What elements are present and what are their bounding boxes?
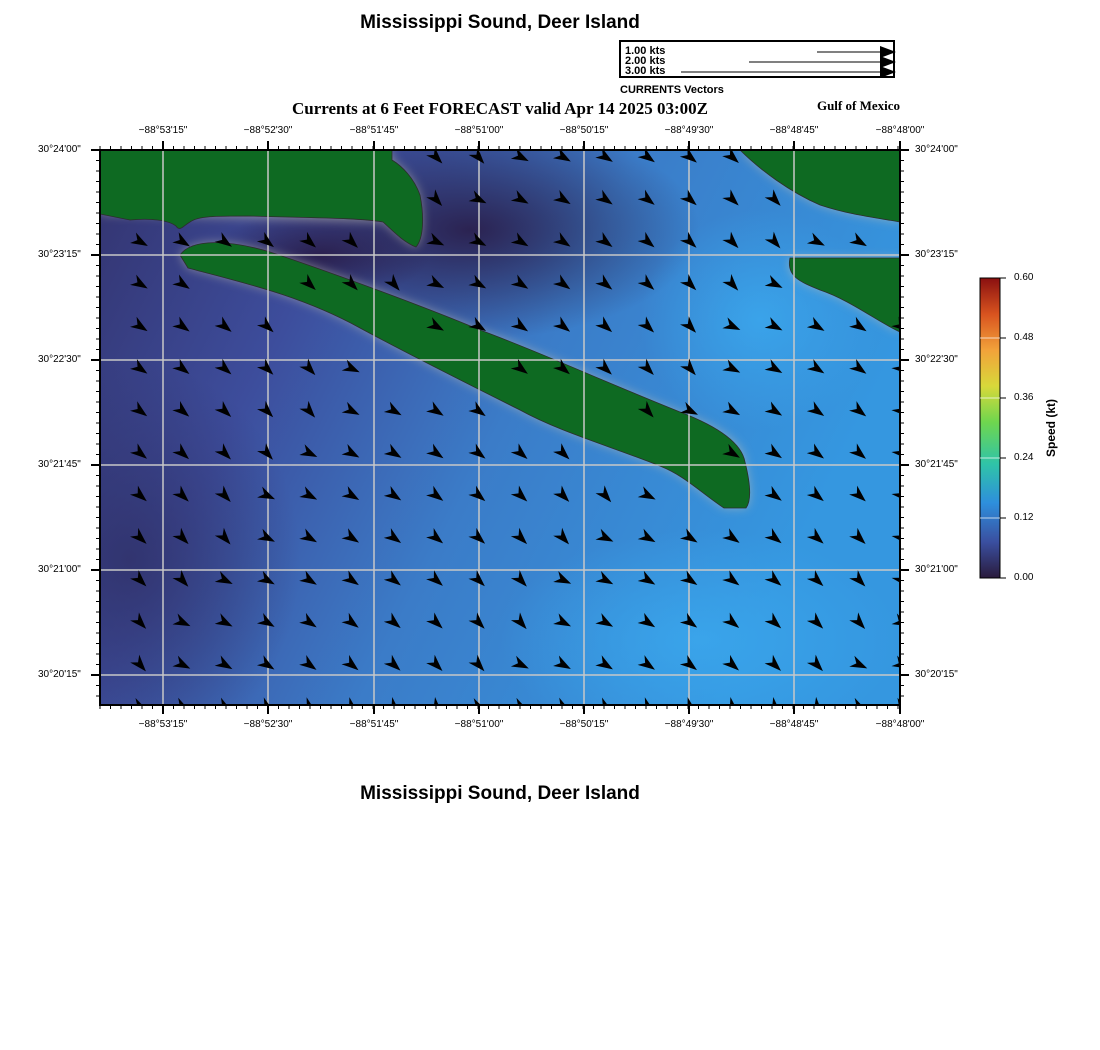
legend-entry-3: 3.00 kts <box>625 65 666 77</box>
lat-label-left: 30°23'15" <box>38 249 81 260</box>
lat-label-left: 30°21'00" <box>38 564 81 575</box>
lat-label-right: 30°21'00" <box>915 564 958 575</box>
lon-label-top: −88°50'15" <box>559 125 609 136</box>
lon-label-bottom: −88°51'45" <box>349 719 399 730</box>
lon-label-bottom: −88°51'00" <box>454 719 504 730</box>
lat-label-right: 30°21'45" <box>915 459 958 470</box>
lat-label-left: 30°21'45" <box>38 459 81 470</box>
lon-label-top: −88°51'45" <box>349 125 399 136</box>
region-label: Gulf of Mexico <box>816 98 900 113</box>
lon-label-top: −88°48'45" <box>769 125 819 136</box>
colorbar-tick-024: 0.24 <box>1014 452 1034 463</box>
map-title: Mississippi Sound, Deer Island <box>360 12 640 33</box>
lon-label-top: −88°49'30" <box>664 125 714 136</box>
lon-label-bottom: −88°50'15" <box>559 719 609 730</box>
lat-label-left: 30°20'15" <box>38 669 81 680</box>
colorbar-tick-060: 0.60 <box>1014 272 1034 283</box>
legend-entry-1: 1.00 kts <box>625 45 666 57</box>
lat-label-right: 30°20'15" <box>915 669 958 680</box>
colorbar-tick-012: 0.12 <box>1014 512 1034 523</box>
lat-label-left: 30°22'30" <box>38 354 81 365</box>
lat-label-right: 30°24'00" <box>915 144 958 155</box>
colorbar-tick-048: 0.48 <box>1014 332 1034 343</box>
lon-label-top: −88°53'15" <box>138 125 188 136</box>
lat-label-right: 30°23'15" <box>915 249 958 260</box>
lon-label-bottom: −88°52'30" <box>243 719 293 730</box>
lon-label-top: −88°48'00" <box>875 125 925 136</box>
colorbar-tick-036: 0.36 <box>1014 392 1034 403</box>
lon-label-bottom: −88°49'30" <box>664 719 714 730</box>
speed-colorbar <box>970 270 1020 590</box>
footer-title: Mississippi Sound, Deer Island <box>360 783 640 804</box>
lon-label-bottom: −88°53'15" <box>138 719 188 730</box>
lon-label-top: −88°52'30" <box>243 125 293 136</box>
colorbar-tick-000: 0.00 <box>1014 572 1034 583</box>
lon-label-bottom: −88°48'00" <box>875 719 925 730</box>
lat-label-right: 30°22'30" <box>915 354 958 365</box>
vector-legend-caption: CURRENTS Vectors <box>620 84 724 96</box>
lon-label-bottom: −88°48'45" <box>769 719 819 730</box>
lon-label-top: −88°51'00" <box>454 125 504 136</box>
legend-entry-2: 2.00 kts <box>625 55 666 67</box>
forecast-subtitle: Currents at 6 Feet FORECAST valid Apr 14 2025 03:00Z <box>291 99 709 118</box>
colorbar-title: Speed (kt) <box>1044 398 1058 458</box>
lat-label-left: 30°24'00" <box>38 144 81 155</box>
